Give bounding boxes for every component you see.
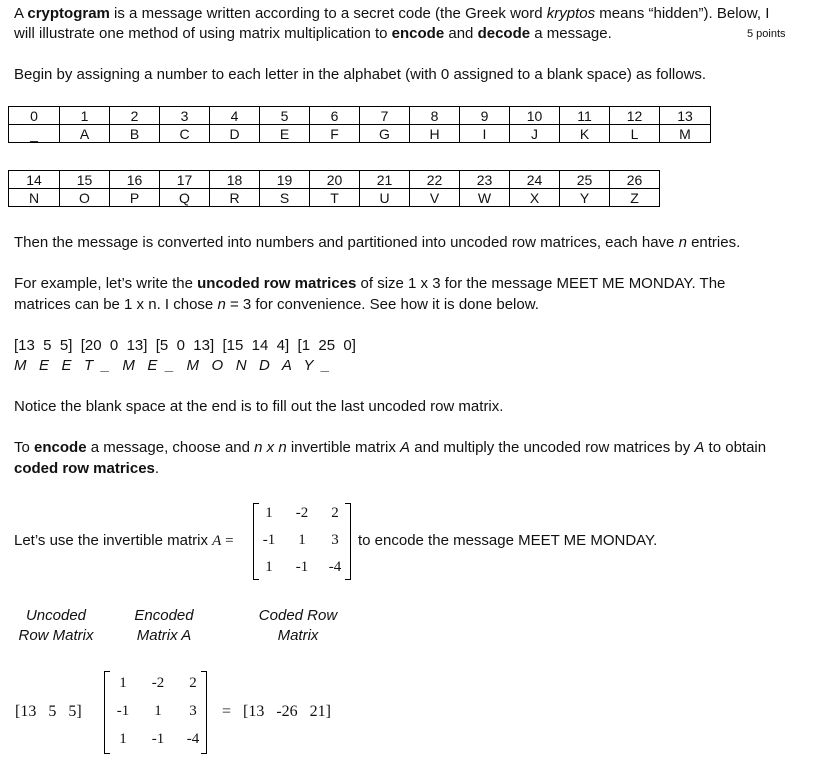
- alphabet-number-cell: 4: [210, 107, 260, 125]
- alphabet-letter-cell: H: [410, 125, 460, 143]
- alphabet-table-1: [8, 106, 711, 143]
- matrix-entry: -1: [116, 703, 130, 719]
- alphabet-number-cell: 13: [660, 107, 711, 125]
- intro-line-2: will illustrate one method of using matrix multiplication to encode and decode a message.: [14, 25, 612, 42]
- matrix-entry: 1: [265, 559, 273, 575]
- matrix-a-intro: Let’s use the invertible matrix A =: [14, 532, 234, 549]
- matrix-entry: -1: [151, 731, 165, 747]
- points-label: 5 points: [747, 28, 786, 40]
- alphabet-number-cell: 20: [310, 171, 360, 189]
- alphabet-letter-cell: V: [410, 189, 460, 207]
- matrix-a-suffix: to encode the message MEET ME MONDAY.: [358, 532, 658, 549]
- example-line-1: For example, let’s write the uncoded row matrices of size 1 x 3 for the message MEET ME MONDAY. The: [14, 275, 726, 292]
- alphabet-letter-cell: I: [460, 125, 510, 143]
- encode-line-1: To encode a message, choose and n x n invertible matrix A and multiply the uncoded row matrices by A to obtain: [14, 439, 767, 456]
- alphabet-number-cell: 9: [460, 107, 510, 125]
- matrix-entry: -4: [328, 559, 342, 575]
- alphabet-letter-cell: S: [260, 189, 310, 207]
- alphabet-letter-cell: G: [360, 125, 410, 143]
- matrix-entry: 2: [331, 505, 339, 521]
- alphabet-number-cell: 11: [560, 107, 610, 125]
- alphabet-number-cell: 10: [510, 107, 560, 125]
- alphabet-letter-cell: Q: [160, 189, 210, 207]
- alphabet-intro: Begin by assigning a number to each letter in the alphabet (with 0 assigned to a blank space) as follows.: [14, 66, 707, 83]
- matrix-entry: 1: [119, 731, 127, 747]
- alphabet-letter-cell: X: [510, 189, 560, 207]
- alphabet-number-cell: 12: [610, 107, 660, 125]
- alphabet-letter-cell: L: [610, 125, 660, 143]
- alphabet-letter-cell: C: [160, 125, 210, 143]
- matrix-entry: 3: [331, 532, 339, 548]
- matrix-entry: -4: [186, 731, 200, 747]
- alphabet-number-cell: 2: [110, 107, 160, 125]
- matrix-entry: -1: [262, 532, 276, 548]
- alphabet-letter-cell: O: [60, 189, 110, 207]
- header-coded: Coded Row Matrix: [258, 607, 338, 644]
- alphabet-letter-cell: T: [310, 189, 360, 207]
- alphabet-number-cell: 0: [9, 107, 60, 125]
- alphabet-letter-cell: Y: [560, 189, 610, 207]
- matrix-entry: 1: [265, 505, 273, 521]
- matrix-entry: -1: [295, 559, 309, 575]
- matrix-entry: 1: [119, 675, 127, 691]
- alphabet-letter-cell: K: [560, 125, 610, 143]
- alphabet-table-2: [8, 170, 660, 207]
- alphabet-number-cell: 26: [610, 171, 660, 189]
- equation-row-vector: [13 5 5]: [15, 703, 82, 720]
- alphabet-number-cell: 19: [260, 171, 310, 189]
- alphabet-number-cell: 23: [460, 171, 510, 189]
- alphabet-number-cell: 22: [410, 171, 460, 189]
- matrix-entry: 3: [189, 703, 197, 719]
- alphabet-number-cell: 24: [510, 171, 560, 189]
- alphabet-number-cell: 8: [410, 107, 460, 125]
- alphabet-letter-cell: F: [310, 125, 360, 143]
- alphabet-number-cell: 17: [160, 171, 210, 189]
- header-encoded: Encoded Matrix A: [134, 607, 194, 644]
- header-uncoded: Uncoded Row Matrix: [18, 607, 94, 644]
- alphabet-number-cell: 18: [210, 171, 260, 189]
- alphabet-number-cell: 1: [60, 107, 110, 125]
- alphabet-letter-cell: W: [460, 189, 510, 207]
- alphabet-letter-cell: N: [9, 189, 60, 207]
- alphabet-number-cell: 21: [360, 171, 410, 189]
- equation-result-vector: [13 -26 21]: [243, 703, 331, 720]
- alphabet-letter-cell: P: [110, 189, 160, 207]
- alphabet-number-cell: 3: [160, 107, 210, 125]
- alphabet-number-cell: 14: [9, 171, 60, 189]
- intro-line-1: A cryptogram is a message written according to a secret code (the Greek word kryptos means “hidden”). Below, I: [14, 5, 770, 22]
- alphabet-letter-cell: M: [660, 125, 711, 143]
- matrix-entry: 1: [298, 532, 306, 548]
- example-line-2: matrices can be 1 x n. I chose n = 3 for convenience. See how it is done below.: [14, 296, 539, 313]
- alphabet-number-cell: 25: [560, 171, 610, 189]
- alphabet-number-cell: 15: [60, 171, 110, 189]
- alphabet-number-cell: 7: [360, 107, 410, 125]
- matrix-entry: 2: [189, 675, 197, 691]
- alphabet-number-cell: 6: [310, 107, 360, 125]
- alphabet-letter-cell: D: [210, 125, 260, 143]
- message-letters-line: M E E T _ M E _ M O N D A Y _: [14, 357, 330, 374]
- matrix-entry: 1: [154, 703, 162, 719]
- partition-text: Then the message is converted into numbers and partitioned into uncoded row matrices, each have n entries.: [14, 234, 741, 251]
- alphabet-letter-cell: R: [210, 189, 260, 207]
- alphabet-letter-cell: U: [360, 189, 410, 207]
- alphabet-letter-cell: E: [260, 125, 310, 143]
- alphabet-number-cell: 5: [260, 107, 310, 125]
- equation-equals: =: [222, 703, 232, 720]
- matrix-entry: -2: [295, 505, 309, 521]
- alphabet-letter-cell: _: [9, 125, 60, 143]
- blank-space-note: Notice the blank space at the end is to fill out the last uncoded row matrix.: [14, 398, 504, 415]
- matrix-entry: -2: [151, 675, 165, 691]
- alphabet-letter-cell: J: [510, 125, 560, 143]
- alphabet-letter-cell: Z: [610, 189, 660, 207]
- uncoded-matrices-line: [13 5 5] [20 0 13] [5 0 13] [15 14 4] [1 25 0]: [14, 337, 356, 354]
- encode-line-2: coded row matrices.: [14, 460, 160, 477]
- alphabet-number-cell: 16: [110, 171, 160, 189]
- alphabet-letter-cell: B: [110, 125, 160, 143]
- alphabet-letter-cell: A: [60, 125, 110, 143]
